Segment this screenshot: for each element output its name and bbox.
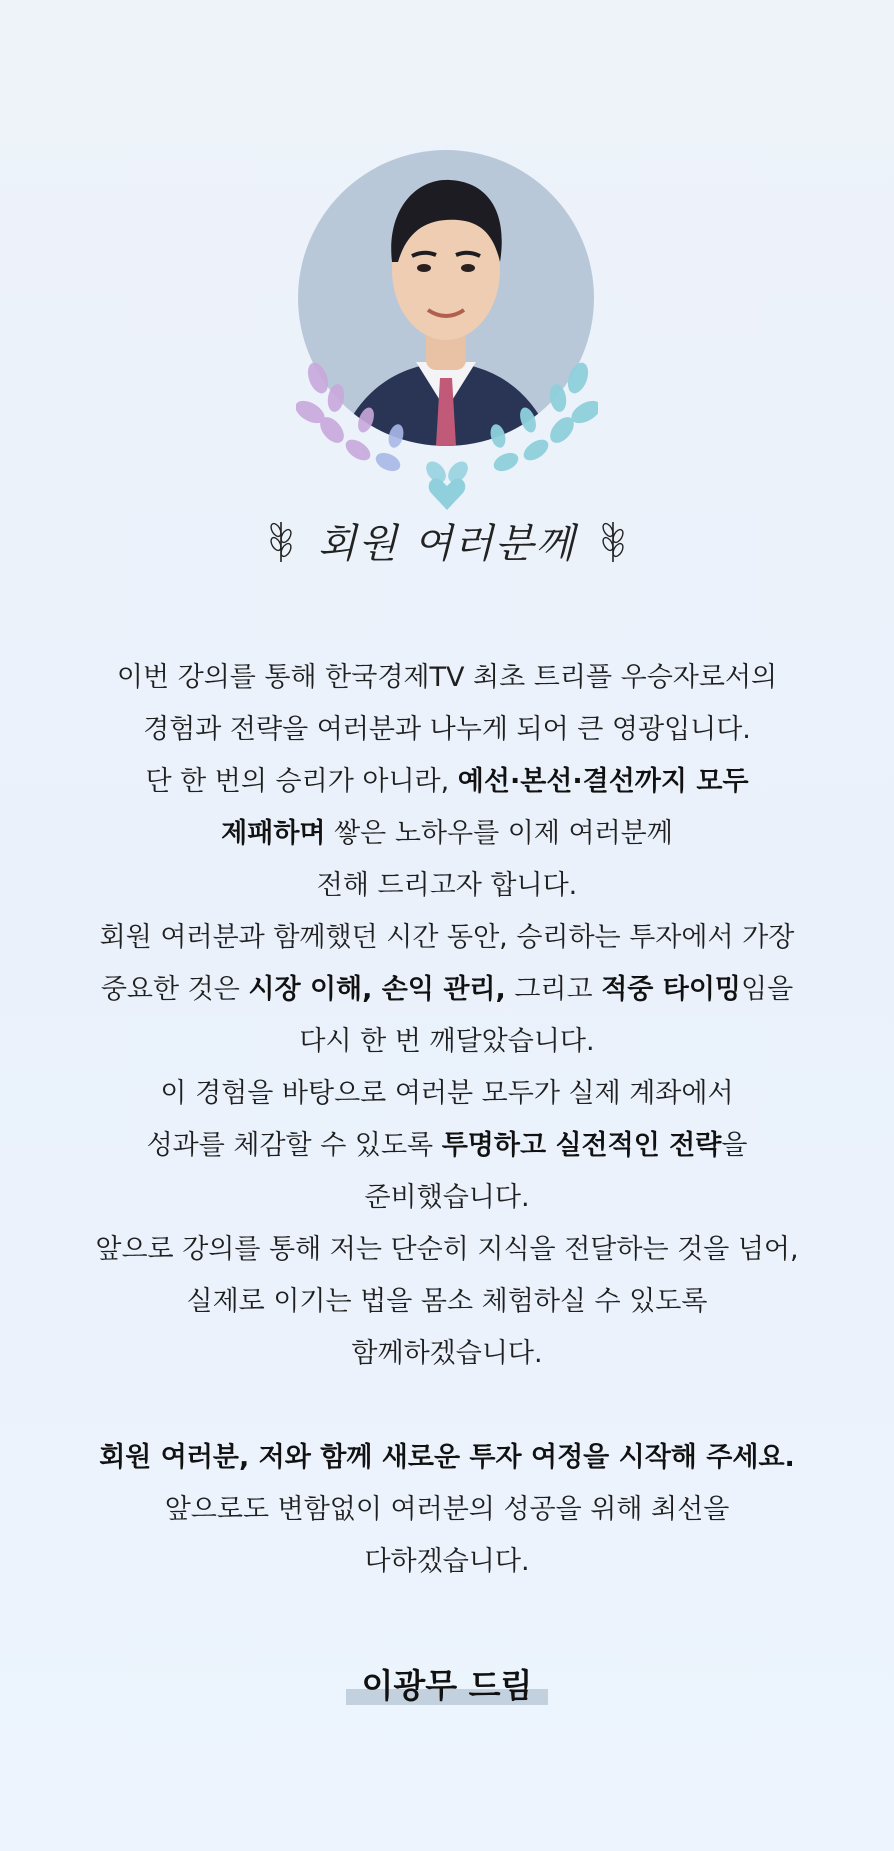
letter-line: 회원 여러분과 함께했던 시간 동안, 승리하는 투자에서 가장 xyxy=(99,922,795,953)
sprig-right-icon xyxy=(598,516,628,564)
letter-line: 앞으로도 변함없이 여러분의 성공을 위해 최선을 xyxy=(164,1494,730,1525)
letter-line: 단 한 번의 승리가 아니라, 예선·본선·결선까지 모두 xyxy=(145,766,749,797)
letter-line: 실제로 이기는 법을 몸소 체험하실 수 있도록 xyxy=(186,1286,708,1317)
letter-body xyxy=(40,652,854,1588)
wreath-decoration xyxy=(296,350,598,520)
letter-line: 이 경험을 바탕으로 여러분 모두가 실제 계좌에서 xyxy=(160,1078,734,1109)
letter-line: 중요한 것은 시장 이해, 손익 관리, 그리고 적중 타이밍임을 xyxy=(100,974,794,1005)
letter-line: 함께하겠습니다. xyxy=(351,1338,543,1369)
letter-line: 앞으로 강의를 통해 저는 단순히 지식을 전달하는 것을 넘어, xyxy=(95,1234,799,1265)
closing-call: 회원 여러분, 저와 함께 새로운 투자 여정을 시작해 주세요. xyxy=(99,1442,795,1473)
signature: 이광무 드림 xyxy=(346,1660,549,1707)
emphasis: 투명하고 실전적인 전략 xyxy=(441,1130,722,1161)
greeting-row xyxy=(0,505,894,575)
emphasis: 적중 타이밍 xyxy=(601,974,741,1005)
letter-line: 다시 한 번 깨달았습니다. xyxy=(299,1026,595,1057)
letter-line: 이번 강의를 통해 한국경제TV 최초 트리플 우승자로서의 xyxy=(116,662,778,693)
greeting-title: 회원 여러분께 xyxy=(317,520,577,567)
emphasis: 예선·본선·결선까지 모두 xyxy=(457,766,749,797)
signature-block xyxy=(0,1660,894,1707)
letter-line: 제패하며 쌓은 노하우를 이제 여러분께 xyxy=(221,818,673,849)
portrait-group xyxy=(296,150,598,510)
sprig-left-icon xyxy=(266,516,296,564)
emphasis: 제패하며 xyxy=(221,818,326,849)
letter-line: 경험과 전략을 여러분과 나누게 되어 큰 영광입니다. xyxy=(143,714,751,745)
letter-line: 전해 드리고자 합니다. xyxy=(316,870,578,901)
paragraph-gap xyxy=(40,1380,854,1432)
emphasis: 시장 이해, 손익 관리, xyxy=(248,974,506,1005)
letter-line: 성과를 체감할 수 있도록 투명하고 실전적인 전략을 xyxy=(146,1130,748,1161)
letter-line: 준비했습니다. xyxy=(364,1182,530,1213)
letter-line: 다하겠습니다. xyxy=(364,1546,530,1577)
